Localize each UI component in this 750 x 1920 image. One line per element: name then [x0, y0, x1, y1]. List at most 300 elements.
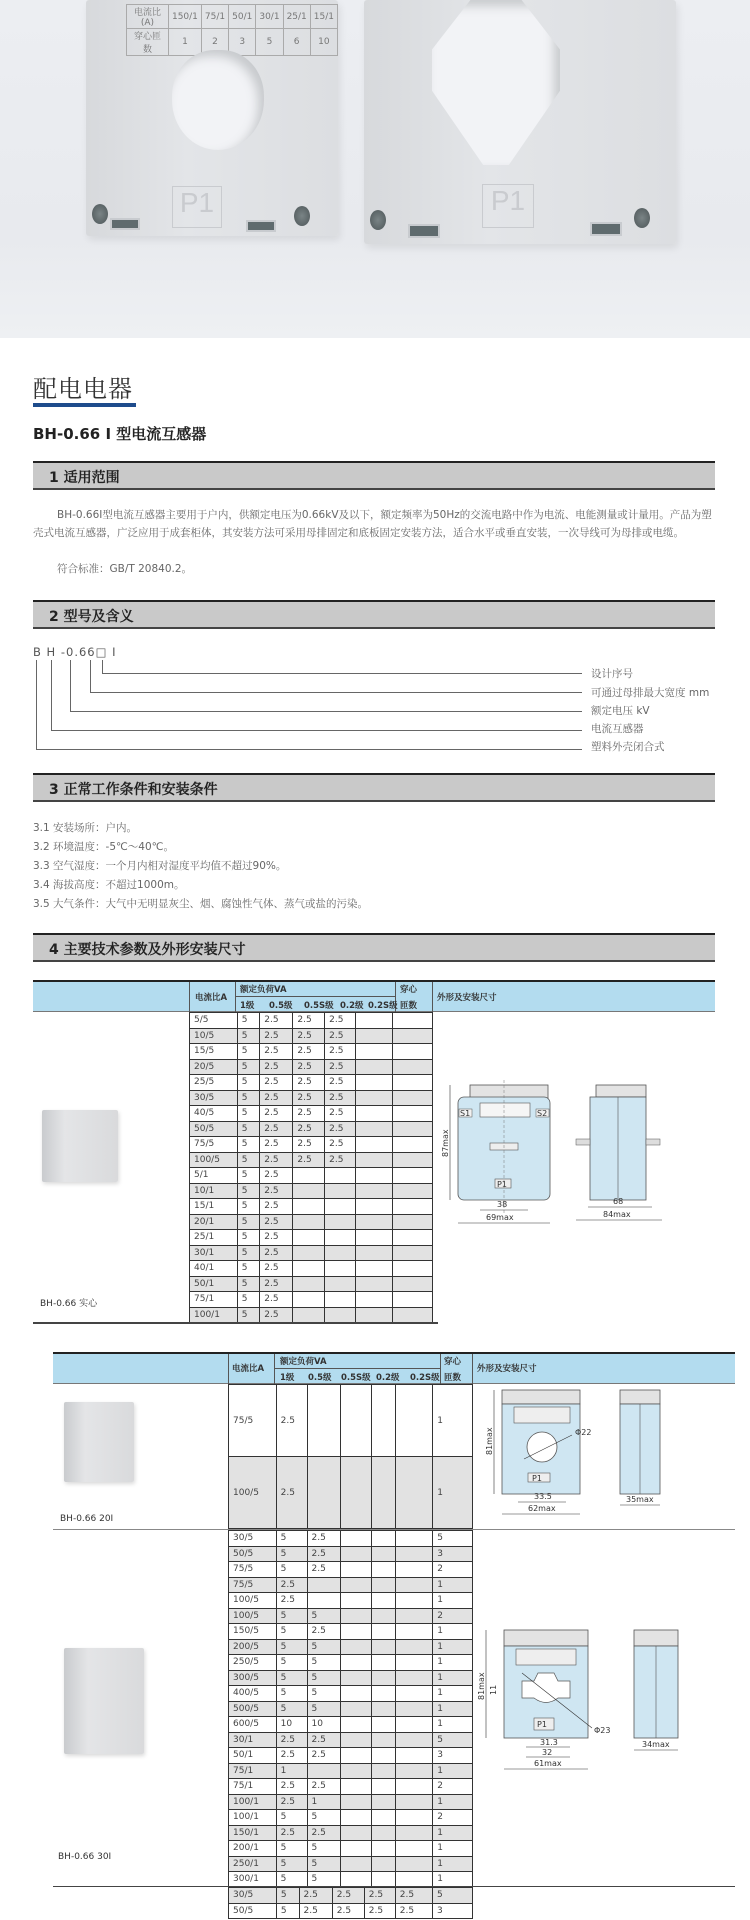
turns-cell: 1 — [433, 1686, 473, 1702]
section-header-scope — [33, 461, 715, 490]
burden-cell: 5 — [237, 1075, 260, 1091]
ratio-cell: 40/1 — [190, 1261, 238, 1277]
turns-cell — [393, 1168, 433, 1184]
label-cell: 10 — [310, 29, 337, 56]
screw-icon — [92, 204, 108, 224]
burden-cell: 5 — [237, 1168, 260, 1184]
table-row — [190, 1044, 433, 1060]
burden-cell — [340, 1655, 372, 1671]
burden-cell: 2.5 — [307, 1624, 340, 1640]
turns-cell: 1 — [433, 1457, 473, 1529]
label-cell: 1 — [168, 29, 201, 56]
burden-cell — [340, 1531, 372, 1547]
burden-cell — [372, 1732, 396, 1748]
ct-hole — [172, 50, 264, 150]
product-caption: BH-0.66 20Ⅰ — [60, 1514, 114, 1524]
section-title: 1 适用范围 — [49, 470, 120, 486]
p1-label: P1 — [532, 1474, 542, 1483]
burden-cell — [293, 1307, 325, 1323]
burden-cell: 5 — [307, 1701, 340, 1717]
table-row — [190, 1168, 433, 1184]
burden-cell — [356, 1168, 393, 1184]
label-cell: 2 — [201, 29, 228, 56]
burden-cell — [340, 1670, 372, 1686]
burden-cell — [372, 1810, 396, 1826]
burden-cell: 2.5 — [293, 1121, 325, 1137]
table-row — [229, 1562, 473, 1578]
burden-cell — [396, 1593, 433, 1609]
tree-line — [51, 730, 582, 731]
burden-cell — [356, 1106, 393, 1122]
category-title: 配电电器 — [33, 375, 133, 403]
burden-cell: 2.5 — [260, 1075, 293, 1091]
header-divider — [472, 1354, 473, 1384]
burden-cell — [372, 1825, 396, 1841]
burden-cell — [396, 1385, 433, 1457]
table-row — [190, 1059, 433, 1075]
ratio-cell: 75/5 — [229, 1385, 277, 1457]
header-burden: 额定负荷VA — [240, 985, 287, 995]
burden-cell: 2.5 — [307, 1779, 340, 1795]
table-row — [190, 1245, 433, 1261]
ratio-cell: 30/1 — [229, 1732, 277, 1748]
tree-line — [90, 692, 582, 693]
table-row — [190, 1152, 433, 1168]
hole-spacing-dim: 33.5 — [534, 1492, 552, 1501]
depth-dim: 34max — [642, 1740, 670, 1749]
meaning-design-no: 设计序号 — [591, 668, 633, 680]
standard-text: 符合标准：GB/T 20840.2。 — [57, 563, 193, 575]
ratio-cell: 50/5 — [190, 1121, 238, 1137]
burden-cell: 5 — [237, 1245, 260, 1261]
burden-cell — [396, 1457, 433, 1529]
table-row — [190, 1090, 433, 1106]
section-title: 3 正常工作条件和安装条件 — [49, 782, 218, 798]
burden-cell: 2.5 — [293, 1059, 325, 1075]
burden-cell — [372, 1655, 396, 1671]
table-row — [229, 1888, 473, 1904]
burden-cell — [340, 1457, 372, 1529]
burden-cell: 2.5 — [260, 1199, 293, 1215]
header-ratio: 电流比A — [195, 993, 228, 1003]
burden-cell: 2.5 — [276, 1732, 307, 1748]
turns-cell: 3 — [433, 1546, 473, 1562]
burden-cell — [396, 1577, 433, 1593]
burden-cell — [307, 1385, 340, 1457]
header-turns: 穿心 — [400, 985, 418, 995]
burden-cell — [307, 1763, 340, 1779]
burden-cell — [340, 1608, 372, 1624]
turns-cell — [393, 1028, 433, 1044]
ratio-cell: 300/1 — [229, 1872, 277, 1888]
burden-cell — [372, 1639, 396, 1655]
burden-cell: 5 — [307, 1655, 340, 1671]
table-row — [229, 1841, 473, 1857]
width-dim: 61max — [534, 1759, 562, 1768]
burden-cell — [340, 1856, 372, 1872]
header-class-1: 1级 — [240, 1001, 255, 1011]
p1-label: P1 — [497, 1180, 507, 1189]
burden-cell: 2.5 — [260, 1230, 293, 1246]
header-class-05s: 0.5S级 — [341, 1373, 371, 1383]
burden-cell — [340, 1639, 372, 1655]
ratio-cell: 400/5 — [229, 1686, 277, 1702]
burden-cell — [325, 1292, 356, 1308]
ratio-cell: 5/5 — [190, 1013, 238, 1029]
burden-cell: 5 — [276, 1655, 307, 1671]
label-cell: 穿心匝数 — [127, 29, 169, 56]
ratio-cell: 75/5 — [229, 1562, 277, 1578]
burden-cell: 2.5 — [260, 1307, 293, 1323]
burden-cell — [293, 1214, 325, 1230]
burden-cell — [396, 1825, 433, 1841]
ratio-cell: 150/1 — [229, 1825, 277, 1841]
burden-cell — [293, 1292, 325, 1308]
burden-cell: 2.5 — [260, 1261, 293, 1277]
hero-product-photo — [0, 0, 750, 338]
burden-cell — [396, 1670, 433, 1686]
burden-cell — [340, 1841, 372, 1857]
header-divider — [440, 1354, 441, 1384]
burden-cell: 5 — [276, 1888, 299, 1904]
burden-cell: 5 — [276, 1670, 307, 1686]
burden-cell: 2.5 — [260, 1168, 293, 1184]
tree-line — [102, 673, 582, 674]
burden-cell — [356, 1214, 393, 1230]
turns-cell: 1 — [433, 1593, 473, 1609]
title-underline — [33, 403, 136, 407]
burden-cell — [340, 1546, 372, 1562]
header-class-05s: 0.5S级 — [304, 1001, 334, 1011]
header-turns: 穿心 — [444, 1357, 462, 1367]
dimension-drawing-20 — [480, 1385, 750, 1525]
burden-cell — [356, 1028, 393, 1044]
ratio-cell: 10/5 — [190, 1028, 238, 1044]
ratio-cell: 75/1 — [229, 1763, 277, 1779]
header-dims: 外形及安装尺寸 — [437, 993, 497, 1003]
table-row — [229, 1763, 473, 1779]
spec-table-partial — [228, 1887, 473, 1919]
burden-cell: 2.5 — [325, 1121, 356, 1137]
meaning-enclosure: 塑料外壳闭合式 — [591, 741, 665, 753]
burden-cell — [293, 1276, 325, 1292]
burden-cell: 5 — [237, 1276, 260, 1292]
mount-slot — [590, 222, 622, 236]
burden-cell — [325, 1199, 356, 1215]
turns-cell: 5 — [433, 1531, 473, 1547]
table-row — [190, 1276, 433, 1292]
header-turns: 匝数 — [444, 1373, 462, 1383]
burden-cell — [340, 1593, 372, 1609]
ct-right-body — [364, 0, 676, 244]
tree-line — [70, 711, 582, 712]
burden-cell — [293, 1183, 325, 1199]
turns-cell: 1 — [433, 1763, 473, 1779]
turns-cell: 2 — [433, 1562, 473, 1578]
section-title: 2 型号及含义 — [49, 609, 134, 625]
ratio-cell: 75/1 — [190, 1292, 238, 1308]
height-dim: 81max — [485, 1427, 494, 1455]
turns-cell — [393, 1121, 433, 1137]
mount-slot — [408, 224, 440, 238]
ratio-cell: 25/5 — [190, 1075, 238, 1091]
turns-cell — [393, 1245, 433, 1261]
burden-cell — [307, 1577, 340, 1593]
inner1-dim: 31.3 — [540, 1738, 558, 1747]
spec-table-solid — [189, 1012, 433, 1323]
table-row — [229, 1546, 473, 1562]
ratio-cell: 250/1 — [229, 1856, 277, 1872]
burden-cell: 5 — [276, 1903, 299, 1919]
burden-cell — [372, 1457, 396, 1529]
burden-cell: 5 — [237, 1013, 260, 1029]
burden-cell — [396, 1686, 433, 1702]
meaning-ct: 电流互感器 — [591, 723, 644, 735]
burden-cell — [372, 1562, 396, 1578]
burden-cell: 5 — [237, 1106, 260, 1122]
turns-cell — [393, 1230, 433, 1246]
burden-cell: 2.5 — [325, 1137, 356, 1153]
burden-cell — [372, 1593, 396, 1609]
spec-table-20 — [228, 1384, 473, 1529]
burden-cell: 5 — [307, 1841, 340, 1857]
tree-line — [102, 660, 103, 674]
table-row — [190, 1230, 433, 1246]
product-title: BH-0.66 Ⅰ 型电流互感器 — [33, 425, 207, 443]
turns-cell — [393, 1013, 433, 1029]
turns-cell — [393, 1137, 433, 1153]
table-row — [229, 1624, 473, 1640]
turns-cell: 1 — [433, 1856, 473, 1872]
burden-cell — [325, 1183, 356, 1199]
header-dims: 外形及安装尺寸 — [477, 1364, 537, 1374]
tree-line — [70, 660, 71, 711]
ratio-cell: 30/5 — [229, 1888, 277, 1904]
label-cell: 150/1 — [168, 5, 201, 29]
burden-cell: 2.5 — [260, 1152, 293, 1168]
table-row — [229, 1655, 473, 1671]
header-class-1: 1级 — [280, 1373, 295, 1383]
turns-cell: 1 — [433, 1385, 473, 1457]
header-divider — [274, 1368, 440, 1369]
burden-cell: 2.5 — [260, 1183, 293, 1199]
turns-cell — [393, 1090, 433, 1106]
ratio-cell: 30/5 — [229, 1531, 277, 1547]
table-row — [229, 1825, 473, 1841]
ratio-cell: 75/1 — [229, 1779, 277, 1795]
table-row — [229, 1385, 473, 1457]
burden-cell: 2.5 — [325, 1152, 356, 1168]
table-row — [229, 1701, 473, 1717]
header-class-05: 0.5级 — [308, 1373, 332, 1383]
header-class-02: 0.2级 — [376, 1373, 400, 1383]
burden-cell: 2.5 — [364, 1903, 395, 1919]
ratio-cell: 200/1 — [229, 1841, 277, 1857]
turns-cell — [393, 1307, 433, 1323]
header-class-02: 0.2级 — [340, 1001, 364, 1011]
turns-cell: 1 — [433, 1841, 473, 1857]
burden-cell — [372, 1670, 396, 1686]
burden-cell: 2.5 — [364, 1888, 395, 1904]
burden-cell: 5 — [237, 1199, 260, 1215]
burden-cell: 2.5 — [276, 1748, 307, 1764]
ratio-cell: 20/5 — [190, 1059, 238, 1075]
meaning-busbar-width: 可通过母排最大宽度 mm — [591, 687, 710, 699]
burden-cell — [396, 1562, 433, 1578]
burden-cell: 1 — [276, 1763, 307, 1779]
header-ratio: 电流比A — [232, 1364, 265, 1374]
header-class-02s: 0.2S级 — [368, 1001, 398, 1011]
p1-label: P1 — [537, 1720, 547, 1729]
burden-cell: 5 — [276, 1562, 307, 1578]
burden-cell — [356, 1307, 393, 1323]
tree-line — [51, 660, 52, 730]
turns-cell — [393, 1044, 433, 1060]
tree-line — [90, 660, 91, 692]
section-header-model — [33, 600, 715, 629]
burden-cell: 2.5 — [260, 1137, 293, 1153]
ratio-cell: 100/5 — [190, 1152, 238, 1168]
p1-mark: P1 — [482, 184, 534, 228]
ratio-cell: 100/5 — [229, 1608, 277, 1624]
ratio-cell: 30/5 — [190, 1090, 238, 1106]
burden-cell — [340, 1794, 372, 1810]
table-row — [229, 1856, 473, 1872]
burden-cell: 5 — [237, 1292, 260, 1308]
ratio-cell: 15/5 — [190, 1044, 238, 1060]
burden-cell — [325, 1261, 356, 1277]
ratio-cell: 50/1 — [229, 1748, 277, 1764]
burden-cell: 2.5 — [293, 1013, 325, 1029]
burden-cell: 2.5 — [307, 1825, 340, 1841]
burden-cell: 2.5 — [332, 1888, 364, 1904]
burden-cell — [325, 1276, 356, 1292]
diameter-dim: Φ22 — [575, 1428, 592, 1437]
burden-cell: 5 — [237, 1183, 260, 1199]
ratio-cell: 500/5 — [229, 1701, 277, 1717]
hole-spacing-dim: 38 — [497, 1200, 508, 1209]
turns-cell — [393, 1059, 433, 1075]
screw-icon — [634, 208, 650, 228]
burden-cell: 5 — [276, 1531, 307, 1547]
ratio-cell: 200/5 — [229, 1639, 277, 1655]
burden-cell: 1 — [307, 1794, 340, 1810]
turns-cell: 1 — [433, 1717, 473, 1733]
ratio-cell: 50/5 — [229, 1546, 277, 1562]
table-row — [229, 1593, 473, 1609]
burden-cell — [372, 1546, 396, 1562]
burden-cell — [293, 1245, 325, 1261]
burden-cell — [356, 1137, 393, 1153]
ratio-cell: 150/5 — [229, 1624, 277, 1640]
burden-cell: 2.5 — [325, 1059, 356, 1075]
burden-cell: 2.5 — [276, 1794, 307, 1810]
burden-cell: 5 — [276, 1546, 307, 1562]
burden-cell — [372, 1385, 396, 1457]
burden-cell: 5 — [276, 1810, 307, 1826]
burden-cell: 5 — [276, 1701, 307, 1717]
table-row — [190, 1292, 433, 1308]
turns-cell: 2 — [433, 1608, 473, 1624]
burden-cell: 2.5 — [293, 1106, 325, 1122]
table-row — [229, 1732, 473, 1748]
s2-label: S2 — [537, 1109, 548, 1118]
table-row — [229, 1670, 473, 1686]
burden-cell: 2.5 — [325, 1013, 356, 1029]
table-row — [229, 1639, 473, 1655]
spec-table-30 — [228, 1530, 473, 1888]
burden-cell: 5 — [237, 1028, 260, 1044]
burden-cell — [356, 1121, 393, 1137]
burden-cell — [340, 1763, 372, 1779]
header-burden: 额定负荷VA — [280, 1357, 327, 1367]
depth-dim: 84max — [603, 1210, 631, 1219]
turns-cell — [393, 1292, 433, 1308]
burden-cell — [356, 1230, 393, 1246]
burden-cell: 2.5 — [260, 1106, 293, 1122]
burden-cell — [372, 1717, 396, 1733]
turns-cell — [393, 1199, 433, 1215]
screw-icon — [294, 206, 310, 226]
ratio-cell: 15/1 — [190, 1199, 238, 1215]
burden-cell: 5 — [237, 1307, 260, 1323]
burden-cell: 2.5 — [325, 1075, 356, 1091]
burden-cell — [396, 1841, 433, 1857]
product-caption: BH-0.66 实心 — [40, 1299, 98, 1309]
burden-cell: 2.5 — [260, 1245, 293, 1261]
burden-cell: 5 — [307, 1686, 340, 1702]
header-turns: 匝数 — [400, 1001, 418, 1011]
label-cell: 25/1 — [283, 5, 310, 29]
burden-cell — [396, 1763, 433, 1779]
burden-cell: 2.5 — [293, 1075, 325, 1091]
table-row — [190, 1199, 433, 1215]
burden-cell: 2.5 — [293, 1090, 325, 1106]
section-title: 4 主要技术参数及外形安装尺寸 — [49, 942, 246, 958]
screw-icon — [370, 210, 386, 230]
burden-cell: 5 — [276, 1608, 307, 1624]
diameter-dim: Φ23 — [594, 1726, 611, 1735]
burden-cell — [396, 1639, 433, 1655]
condition-item: 3.1 安装场所：户内。 — [33, 822, 138, 834]
table-row — [229, 1779, 473, 1795]
burden-cell — [372, 1794, 396, 1810]
burden-cell — [340, 1577, 372, 1593]
burden-cell — [356, 1292, 393, 1308]
header-divider — [235, 982, 236, 1012]
turns-cell — [393, 1075, 433, 1091]
product-photo-30 — [64, 1648, 144, 1754]
ratio-cell: 30/1 — [190, 1245, 238, 1261]
ratio-cell: 50/5 — [229, 1903, 277, 1919]
burden-cell: 2.5 — [395, 1903, 432, 1919]
burden-cell: 2.5 — [276, 1577, 307, 1593]
slot-dim: 11 — [489, 1684, 498, 1695]
burden-cell: 5 — [276, 1686, 307, 1702]
turns-cell: 2 — [433, 1779, 473, 1795]
table-row — [190, 1013, 433, 1029]
burden-cell: 5 — [307, 1670, 340, 1686]
burden-cell: 2.5 — [276, 1385, 307, 1457]
burden-cell: 5 — [276, 1841, 307, 1857]
ratio-cell: 100/5 — [229, 1593, 277, 1609]
width-dim: 62max — [528, 1504, 556, 1513]
label-cell: 75/1 — [201, 5, 228, 29]
table-row — [190, 1106, 433, 1122]
table-row — [229, 1608, 473, 1624]
table-row — [190, 1214, 433, 1230]
ratio-cell: 5/1 — [190, 1168, 238, 1184]
